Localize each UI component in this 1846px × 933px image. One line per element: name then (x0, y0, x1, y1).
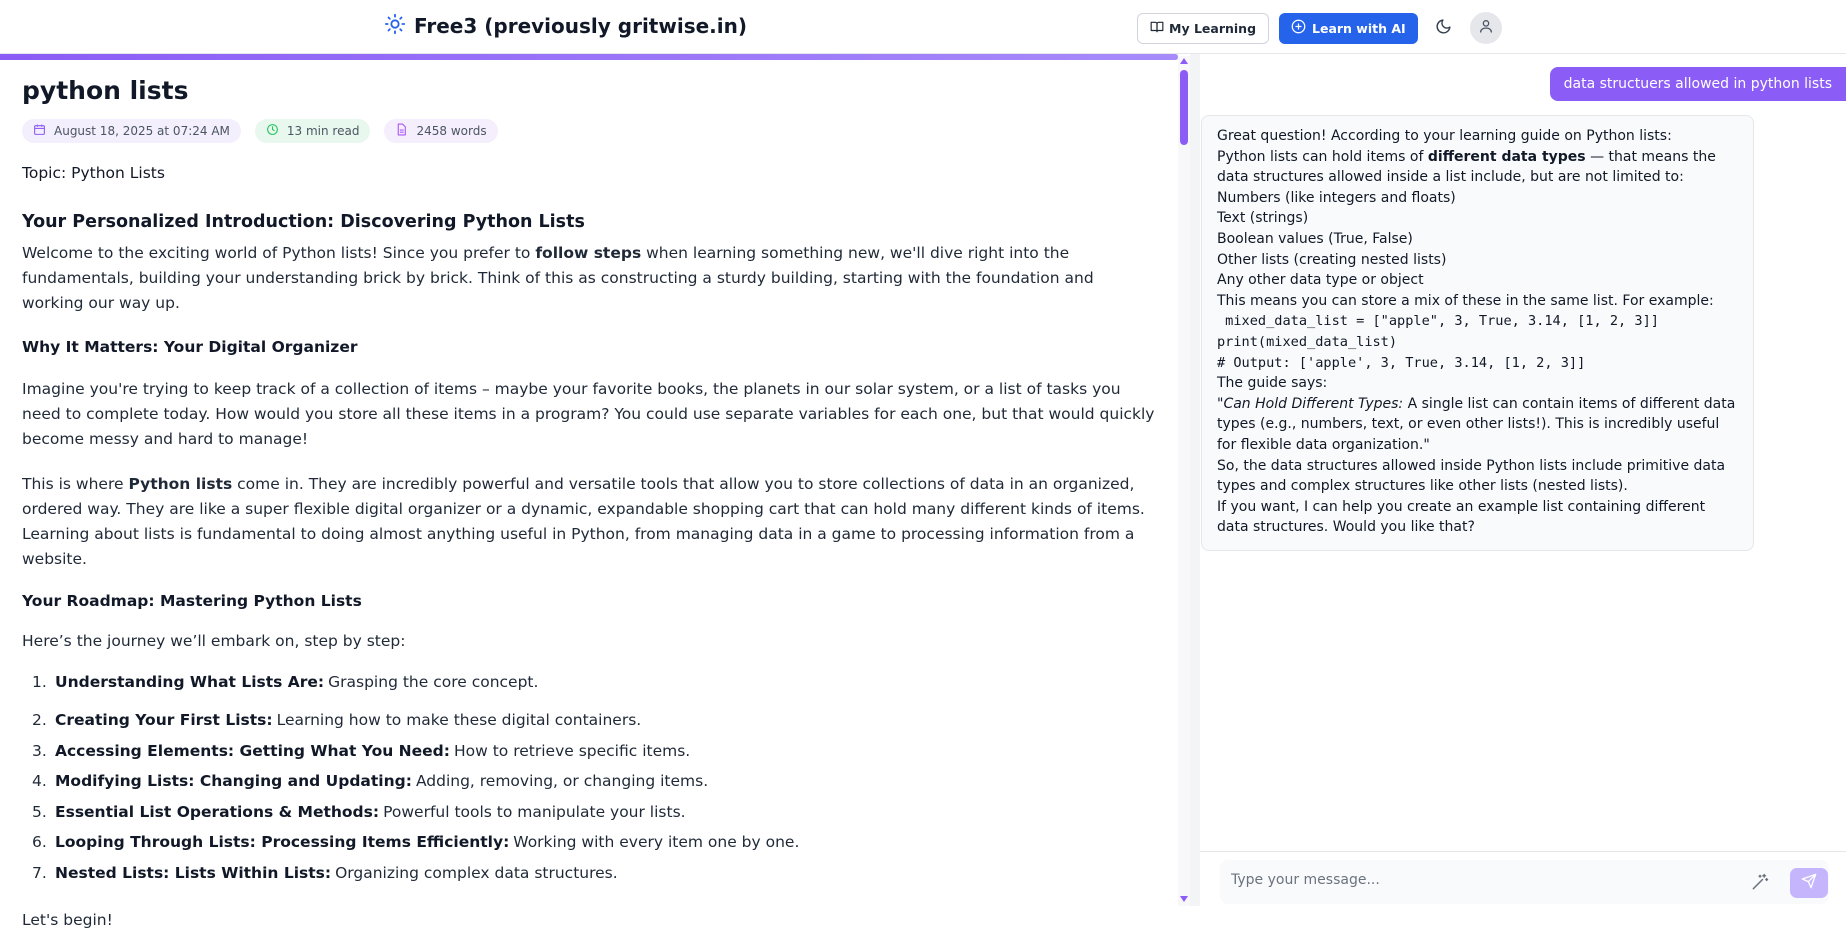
begin-line: Let's begin! (22, 911, 113, 929)
ai-list-item: Any other data type or object (1217, 272, 1424, 289)
nav-actions (1137, 12, 1502, 44)
code-line: mixed_data_list = ["apple", 3, True, 3.14, [1, 2, 3]] (1217, 313, 1659, 330)
article-meta (22, 119, 1156, 143)
ai-message-bubble (1201, 115, 1754, 551)
user-icon (1478, 18, 1494, 38)
ai-text: Python lists can hold items of (1217, 148, 1428, 165)
roadmap-heading: Your Roadmap: Mastering Python Lists (22, 592, 362, 610)
my-learning-button[interactable] (1137, 13, 1269, 44)
ai-list-item: Other lists (creating nested lists) (1217, 251, 1447, 268)
step-desc: Grasping the core concept. (328, 673, 539, 691)
user-avatar-button[interactable] (1470, 12, 1502, 44)
ai-list-item: Numbers (like integers and floats) (1217, 189, 1456, 206)
why-heading: Why It Matters: Your Digital Organizer (22, 338, 358, 356)
intro-text-post: when learning something new, we'll dive right into the fundamentals, building your understanding brick by brick. Think of this as constructing a sturdy building, starting with the foundation and working our way up. (22, 244, 1094, 312)
step-number: 5. (32, 802, 47, 821)
step-title: Creating Your First Lists: (55, 711, 273, 729)
list-item (22, 772, 1156, 803)
ai-quote (1217, 394, 1739, 456)
list-item (22, 673, 1156, 711)
scroll-down-arrow[interactable] (1180, 896, 1188, 902)
quote-text: A single list can contain items of different data types (e.g., numbers, text, or even other lists!). This is incredibly useful for flexible data organization." (1217, 395, 1736, 453)
step-desc: Powerful tools to manipulate your lists. (383, 802, 686, 821)
clock-icon (266, 123, 279, 139)
where-text-post: come in. They are incredibly powerful and versatile tools that allow you to store collections of data in an organized, ordered way. They are like a super flexible digital organizer or a dynamic, expandable shopping cart that can hold many different kinds of items. Learning about lists is fundamental to doing almost anything useful in Python, from managing data in a game to processing information from a website. (22, 475, 1145, 568)
panel-divider[interactable] (1190, 54, 1200, 906)
step-desc: Working with every item one by one. (513, 833, 800, 851)
read-time-text: 13 min read (286, 124, 360, 138)
step-number: 4. (32, 772, 47, 790)
step-number: 3. (32, 741, 47, 760)
code-line: # Output: ['apple', 3, True, 3.14, [1, 2, 3]] (1217, 354, 1586, 371)
article-title: python lists (22, 76, 189, 105)
calendar-icon (33, 123, 46, 139)
article-scrollbar[interactable] (1178, 56, 1190, 906)
learn-with-ai-label: Learn with AI (1312, 20, 1406, 36)
step-title: Understanding What Lists Are: (55, 673, 325, 691)
learn-with-ai-button[interactable] (1279, 13, 1418, 44)
plus-circle-icon (1291, 19, 1306, 37)
brand-title: Free3 (previously gritwise.in) (414, 14, 747, 38)
sun-logo-icon (384, 13, 406, 39)
date-text: August 18, 2025 at 07:24 AM (54, 124, 230, 138)
intro-paragraph (22, 241, 1156, 316)
send-button[interactable] (1790, 868, 1828, 898)
step-number: 6. (32, 833, 47, 851)
code-line: print(mixed_data_list) (1217, 333, 1398, 350)
ai-text: — that means the data structures allowed inside a list include, but are not limited to: (1217, 148, 1716, 186)
step-title: Looping Through Lists: Processing Items Efficiently: (55, 833, 510, 851)
scroll-up-arrow[interactable] (1180, 58, 1188, 64)
magic-wand-icon[interactable] (1750, 872, 1770, 892)
where-paragraph (22, 472, 1156, 572)
step-title: Nested Lists: Lists Within Lists: (55, 863, 332, 882)
journey-paragraph: Here’s the journey we’ll embark on, step by step: (22, 632, 406, 650)
composer-box (1220, 860, 1829, 904)
list-item (22, 742, 1156, 773)
message-input[interactable] (1231, 868, 1711, 892)
topic-line: Topic: Python Lists (22, 164, 165, 182)
list-item (22, 803, 1156, 834)
ai-list-item: Boolean values (True, False) (1217, 230, 1413, 247)
moon-icon (1435, 18, 1452, 39)
article-content (0, 60, 1178, 929)
where-text-bold: Python lists (128, 475, 233, 493)
ai-line: So, the data structures allowed inside Python lists include primitive data types and complex structures like other lists (nested lists). (1217, 457, 1726, 495)
ai-line: Great question! According to your learning guide on Python lists: (1217, 128, 1672, 144)
scroll-thumb[interactable] (1180, 70, 1188, 145)
ai-line: This means you can store a mix of these in the same list. For example: (1217, 292, 1714, 309)
word-count-badge (384, 119, 497, 143)
step-desc: Adding, removing, or changing items. (415, 772, 709, 790)
ai-line (1217, 147, 1739, 188)
roadmap-list (22, 673, 1156, 894)
top-navbar (0, 0, 1846, 54)
word-count-text: 2458 words (416, 124, 487, 138)
document-icon (395, 123, 408, 139)
step-title: Modifying Lists: Changing and Updating: (55, 772, 412, 790)
book-icon (1150, 20, 1164, 37)
user-message-bubble: data structuers allowed in python lists (1550, 67, 1846, 101)
where-text-pre: This is where (22, 475, 129, 493)
ai-line: The guide says: (1217, 375, 1328, 392)
list-item (22, 864, 1156, 895)
message-composer (1200, 851, 1846, 906)
brand[interactable] (384, 13, 747, 39)
intro-text-pre: Welcome to the exciting world of Python lists! Since you prefer to (22, 244, 536, 262)
intro-text-bold: follow steps (535, 244, 642, 262)
why-paragraph: Imagine you're trying to keep track of a collection of items – maybe your favorite books, the planets in our solar system, or a list of tasks you need to complete today. How would you store all these items in a program? You could use separate variables for each one, but that would quickly become messy and hard to manage! (22, 380, 1155, 448)
step-desc: How to retrieve specific items. (453, 741, 691, 760)
step-number: 1. (32, 673, 47, 691)
ai-chat-panel (1200, 54, 1846, 906)
list-item (22, 711, 1156, 742)
step-desc: Organizing complex data structures. (335, 863, 618, 882)
step-title: Essential List Operations & Methods: (55, 802, 380, 821)
send-icon (1801, 873, 1817, 893)
step-desc: Learning how to make these digital containers. (276, 711, 642, 729)
dark-mode-toggle[interactable] (1428, 12, 1460, 44)
my-learning-label: My Learning (1169, 20, 1257, 36)
step-number: 2. (32, 711, 47, 729)
ai-line: If you want, I can help you create an example list containing different data structures. Would you like that? (1217, 498, 1706, 536)
read-time-badge (255, 119, 371, 143)
date-badge (22, 119, 241, 143)
step-title: Accessing Elements: Getting What You Need: (55, 741, 450, 760)
list-item (22, 833, 1156, 864)
quote-italic: Can Hold Different Types: (1223, 395, 1404, 412)
intro-heading: Your Personalized Introduction: Discovering Python Lists (22, 212, 585, 232)
ai-list-item: Text (strings) (1217, 210, 1309, 227)
ai-text-bold: different data types (1427, 148, 1586, 165)
step-number: 7. (32, 863, 47, 882)
quote-mark: " (1217, 395, 1224, 412)
